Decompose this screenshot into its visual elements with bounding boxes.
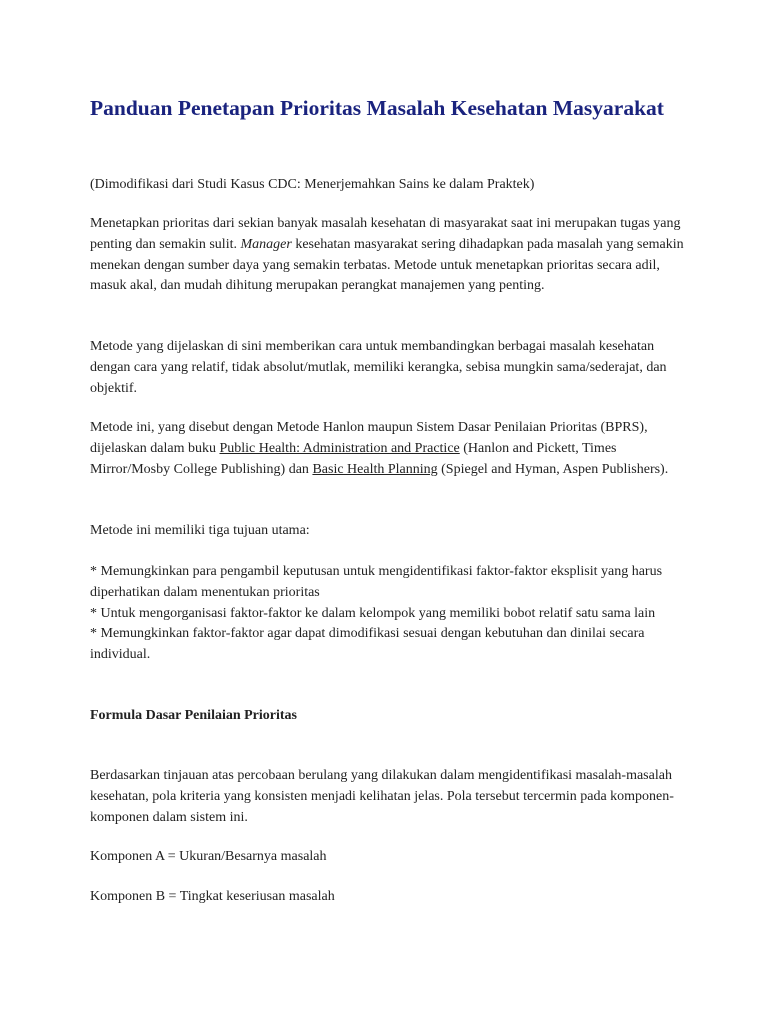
paragraph-intro-text-a: Menetapkan prioritas dari sekian banyak masalah kesehatan di masyarakat saat ini merupakan tugas yang penting dan semakin sulit.: [90, 216, 681, 252]
paragraph-intro-text-b: kesehatan masyarakat sering dihadapkan pada masalah yang semakin menekan dengan sumber daya yang semakin terbatas. Metode untuk menetapkan prioritas secara adil, masuk akal, dan mudah dihitung merupakan perangkat manajemen yang penting.: [90, 236, 684, 294]
book-link-basic-health-planning[interactable]: Basic Health Planning: [312, 461, 438, 477]
goal-item-2: * Untuk mengorganisasi faktor-faktor ke dalam kelompok yang memiliki bobot relatif satu sama lain: [90, 605, 656, 621]
component-a: Komponen A = Ukuran/Besarnya masalah: [90, 849, 327, 864]
paragraph-method: Metode yang dijelaskan di sini memberikan cara untuk membandingkan berbagai masalah kesehatan dengan cara yang relatif, tidak absolut/mutlak, memiliki kerangka, sebisa mungkin sama/sederajat, dan objektif.: [90, 339, 667, 396]
paragraph-hanlon: [90, 418, 685, 480]
goal-item-1: * Memungkinkan para pengambil keputusan untuk mengidentifikasi faktor-faktor eksplisit yang harus diperhatikan dalam menentukan prioritas: [90, 564, 663, 600]
paragraph-hanlon-text-b: (Hanlon and Pickett, Times Mirror/Mosby College Publishing) dan: [90, 440, 617, 477]
paragraph-hanlon-text-a: Metode ini, yang disebut dengan Metode Hanlon maupun Sistem Dasar Penilaian Prioritas (BPRS), dijelaskan dalam buku: [90, 420, 648, 456]
goals-list: [90, 562, 685, 666]
paragraph-basis: Berdasarkan tinjauan atas percobaan berulang yang dilakukan dalam mengidentifikasi masalah-masalah kesehatan, pola kriteria yang konsisten menjadi kelihatan jelas. Pola tersebut tercermin pada komponen-komponen dalam sistem ini.: [90, 768, 674, 825]
goal-item-3: * Memungkinkan faktor-faktor agar dapat dimodifikasi sesuai dengan kebutuhan dan dinilai secara individual.: [90, 626, 645, 663]
paragraph-intro: [90, 214, 685, 297]
paragraph-goals-intro: Metode ini memiliki tiga tujuan utama:: [90, 523, 310, 538]
document-title: Panduan Penetapan Prioritas Masalah Kesehatan Masyarakat: [90, 96, 664, 120]
source-note: (Dimodifikasi dari Studi Kasus CDC: Menerjemahkan Sains ke dalam Praktek): [90, 177, 535, 192]
book-link-public-health[interactable]: Public Health: Administration and Practice: [219, 440, 460, 456]
section-heading: Formula Dasar Penilaian Prioritas: [90, 708, 297, 723]
component-b: Komponen B = Tingkat keseriusan masalah: [90, 889, 335, 904]
paragraph-hanlon-text-c: (Spiegel and Hyman, Aspen Publishers).: [437, 461, 669, 477]
manager-term: Manager: [240, 236, 292, 252]
